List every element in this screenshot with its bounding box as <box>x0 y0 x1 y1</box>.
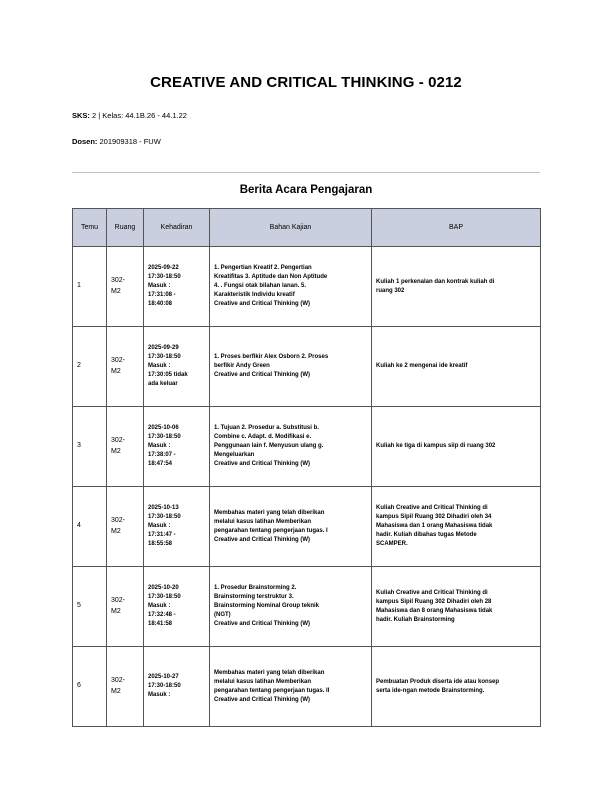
bap-line: Kuliah ke 2 mengenai ide kreatif <box>376 363 468 369</box>
bahan-line: Karakteristik Individu kreatif <box>214 292 295 298</box>
sks-value: 2 | Kelas: 44.1B.26 - 44.1.22 <box>92 111 187 120</box>
cell-kehadiran <box>144 247 210 327</box>
bahan-line: Combine c. Adapt. d. Modifikasi e. <box>214 434 312 440</box>
bahan-line: Kreatifitas 3. Aptitude dan Non Aptitude <box>214 274 328 280</box>
ruang-line: M2 <box>111 607 121 615</box>
cell-temu: 1 <box>73 247 107 327</box>
kehadiran-line: 18:47:54 <box>148 461 173 467</box>
cell-bap <box>372 327 541 407</box>
bap-line: Mahasiswa dan 8 orang Mahasiswa tidak <box>376 607 493 614</box>
bahan-line: 1. Tujuan 2. Prosedur a. Substitusi b. <box>214 425 319 431</box>
kehadiran-line: 17:30-18:50 <box>148 683 181 689</box>
kehadiran-line: 18:41:58 <box>148 621 173 627</box>
bap-line: Pembuatan Produk diserta ide atau konsep <box>376 678 500 685</box>
bap-line: Kuliah Creative and Critical Thinking di <box>376 589 488 596</box>
bahan-line: Penggunaan lain f. Menyusun ulang g. <box>214 443 324 449</box>
table-body <box>73 247 541 727</box>
kehadiran-line: Masuk : <box>148 283 171 289</box>
dosen-value: 201909318 - FUW <box>99 137 161 146</box>
bahan-line: melalui kasus latihan Memberikan <box>214 518 312 525</box>
cell-kehadiran <box>144 407 210 487</box>
cell-temu: 4 <box>73 487 107 567</box>
bahan-line: Membahas materi yang telah diberikan <box>214 669 325 676</box>
table-row <box>73 247 541 327</box>
cell-ruang <box>107 647 144 727</box>
course-title: CREATIVE AND CRITICAL THINKING - 0212 <box>150 74 462 91</box>
cell-bap <box>372 487 541 567</box>
ruang-line: M2 <box>111 447 121 455</box>
bahan-line: pengarahan tentang pengerjaan tugas. II <box>214 687 330 694</box>
bahan-line: 1. Pengertian Kreatif 2. Pengertian <box>214 265 312 271</box>
cell-bahan-kajian <box>210 567 372 647</box>
cell-bahan-kajian <box>210 487 372 567</box>
bap-line: hadir. Kuliah Brainstorming <box>376 616 455 623</box>
cell-kehadiran <box>144 567 210 647</box>
table-header-row <box>73 209 541 247</box>
header-bahan-kajian: Bahan Kajian <box>210 209 372 247</box>
cell-temu: 5 <box>73 567 107 647</box>
bahan-line: (NGT) <box>214 612 231 618</box>
cell-ruang <box>107 567 144 647</box>
sks-kelas-info <box>72 111 187 120</box>
bap-table <box>72 208 541 727</box>
bahan-line: berfikir Andy Green <box>214 363 270 369</box>
cell-bap <box>372 247 541 327</box>
ruang-line: 302- <box>111 277 126 284</box>
cell-kehadiran <box>144 647 210 727</box>
kehadiran-line: 17:30-18:50 <box>148 594 181 600</box>
kehadiran-line: 17:30-18:50 <box>148 514 181 520</box>
bap-line: serta ide-ngan metode Brainstorming. <box>376 687 485 694</box>
cell-temu: 6 <box>73 647 107 727</box>
cell-bahan-kajian <box>210 247 372 327</box>
kehadiran-line: 2025-10-27 <box>148 674 179 680</box>
kehadiran-line: Masuk : <box>148 603 171 609</box>
ruang-line: 302- <box>111 677 126 684</box>
kehadiran-line: ada keluar <box>148 381 178 387</box>
kehadiran-line: 17:30-18:50 <box>148 354 181 360</box>
bap-line: Kuliah 1 perkenalan dan kontrak kuliah di <box>376 278 495 285</box>
table-row <box>73 407 541 487</box>
bap-line: Mahasiswa dan 1 orang Mahasiswa tidak <box>376 523 493 529</box>
cell-bahan-kajian <box>210 407 372 487</box>
bap-line: hadir. Kuliah dibahas tugas Metode <box>376 532 477 538</box>
bahan-line: Creative and Critical Thinking (W) <box>214 461 311 467</box>
cell-kehadiran <box>144 487 210 567</box>
kehadiran-line: 17:38:07 - <box>148 452 176 458</box>
bap-line: SCAMPER. <box>376 541 408 547</box>
sks-label: SKS: <box>72 111 90 120</box>
kehadiran-line: 18:55:58 <box>148 541 173 547</box>
kehadiran-line: 2025-10-06 <box>148 425 179 431</box>
cell-temu: 2 <box>73 327 107 407</box>
bahan-line: Brainstorming terstruktur 3. <box>214 594 294 600</box>
ruang-line: 302- <box>111 517 126 524</box>
cell-ruang <box>107 247 144 327</box>
bahan-line: 1. Prosedur Brainstorming 2. <box>214 585 297 591</box>
table-row <box>73 327 541 407</box>
cell-kehadiran <box>144 327 210 407</box>
bahan-line: melalui kasus latihan Memberikan <box>214 678 312 685</box>
bap-line: ruang 302 <box>376 287 405 294</box>
kehadiran-line: 17:32:48 - <box>148 612 176 618</box>
bap-line: kampus Sipil Ruang 302 Dihadiri oleh 28 <box>376 598 492 605</box>
header-kehadiran: Kehadiran <box>144 209 210 247</box>
bahan-line: Creative and Critical Thinking (W) <box>214 301 311 307</box>
bap-line: Kuliah Creative and Critical Thinking di <box>376 505 488 511</box>
ruang-line: 302- <box>111 437 126 444</box>
ruang-line: M2 <box>111 287 121 295</box>
header-bap: BAP <box>372 209 541 247</box>
kehadiran-line: 2025-09-29 <box>148 345 179 351</box>
kehadiran-line: 17:30:05 tidak <box>148 372 188 378</box>
kehadiran-line: Masuk : <box>148 363 171 369</box>
bahan-line: Brainstorming Nominal Group teknik <box>214 603 320 609</box>
kehadiran-line: 17:30-18:50 <box>148 434 181 440</box>
cell-ruang <box>107 487 144 567</box>
ruang-line: M2 <box>111 527 121 535</box>
kehadiran-line: Masuk : <box>148 523 171 529</box>
header-temu: Temu <box>73 209 107 247</box>
dosen-label: Dosen: <box>72 137 98 146</box>
cell-bap <box>372 647 541 727</box>
bap-line: Kuliah ke tiga di kampus siip di ruang 302 <box>376 443 496 449</box>
bahan-line: Membahas materi yang telah diberikan <box>214 509 325 516</box>
section-title: Berita Acara Pengajaran <box>239 184 373 196</box>
kehadiran-line: 17:31:08 - <box>148 292 176 298</box>
kehadiran-line: 18:40:08 <box>148 301 173 307</box>
kehadiran-line: Masuk : <box>148 692 171 698</box>
kehadiran-line: 2025-09-22 <box>148 265 179 271</box>
kehadiran-line: 17:30-18:50 <box>148 274 181 280</box>
table-row <box>73 487 541 567</box>
table-row <box>73 567 541 647</box>
cell-ruang <box>107 327 144 407</box>
ruang-line: M2 <box>111 687 121 695</box>
bahan-line: Creative and Critical Thinking (W) <box>214 696 311 703</box>
bahan-line: Creative and Critical Thinking (W) <box>214 372 311 378</box>
divider <box>72 172 540 173</box>
cell-bahan-kajian <box>210 327 372 407</box>
ruang-line: M2 <box>111 367 121 375</box>
cell-bap <box>372 407 541 487</box>
kehadiran-line: 2025-10-20 <box>148 585 179 591</box>
bahan-line: Mengeluarkan <box>214 452 255 458</box>
kehadiran-line: 17:31:47 - <box>148 532 176 538</box>
bahan-line: pengarahan tentang pengerjaan tugas. I <box>214 527 328 534</box>
bahan-line: Creative and Critical Thinking (W) <box>214 536 311 543</box>
cell-bahan-kajian <box>210 647 372 727</box>
kehadiran-line: 2025-10-13 <box>148 505 179 511</box>
bap-line: kampus Sipil Ruang 302 Dihadiri oleh 34 <box>376 514 492 520</box>
table-row <box>73 647 541 727</box>
ruang-line: 302- <box>111 357 126 364</box>
cell-temu: 3 <box>73 407 107 487</box>
cell-bap <box>372 567 541 647</box>
header-ruang: Ruang <box>107 209 144 247</box>
kehadiran-line: Masuk : <box>148 443 171 449</box>
bahan-line: 4. . Fungsi otak bilahan lanan. 5. <box>214 283 307 289</box>
dosen-info <box>72 137 161 146</box>
cell-ruang <box>107 407 144 487</box>
ruang-line: 302- <box>111 597 126 604</box>
bahan-line: 1. Proses berfikir Alex Osborn 2. Proses <box>214 354 329 360</box>
bahan-line: Creative and Critical Thinking (W) <box>214 621 311 627</box>
